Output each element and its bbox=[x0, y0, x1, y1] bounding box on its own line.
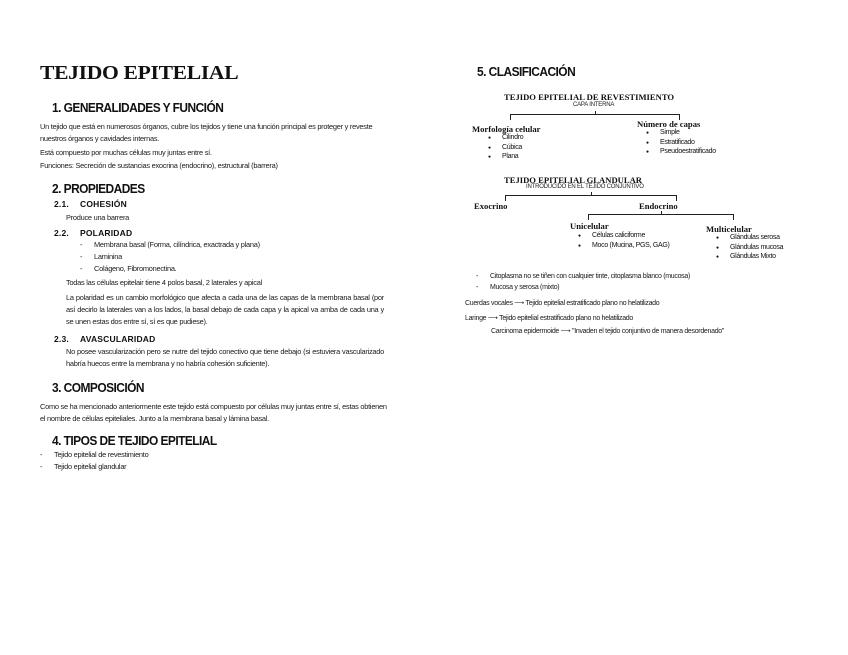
cohesion-text: Produce una barrera bbox=[66, 213, 130, 222]
subsection-2-1-number: 2.1. bbox=[54, 199, 69, 209]
list-item: - Colágeno, Fibromonectina. bbox=[78, 263, 378, 275]
section-3-heading: 3. COMPOSICIÓN bbox=[52, 380, 144, 395]
list-item: ● Células caliciforme bbox=[578, 231, 670, 241]
list-item: ● Cilindro bbox=[488, 133, 523, 143]
polarity-paragraph-1: Todas las células epitelair tiene 4 polos basal, 2 laterales y apical bbox=[66, 278, 262, 287]
glandular-epithelium-title: TEJIDO EPITELIAL GLANDULAR bbox=[504, 175, 643, 185]
avascularity-text: No posee vascularización pero se nutre del tejido conectivo que tiene debajo (si estuviera vascularizado habría huecos entre la membrana y no habría cohesión suficiente). bbox=[66, 347, 384, 368]
list-item: ● Glándulas serosa bbox=[716, 233, 783, 243]
vocal-cords-note: Cuerdas vocales ⟶ Tejido epitelial estratificado plano no helatilizado bbox=[465, 300, 660, 307]
lining-epithelium-title: TEJIDO EPITELIAL DE REVESTIMIENTO bbox=[504, 92, 675, 102]
section-1-paragraph-3: Funciones: Secreción de sustancias exocrina (endocrino), estructural (barrera) bbox=[40, 161, 278, 170]
carcinoma-note: Carcinoma epidermoide ⟶ "Invaden el tejido conjuntivo de manera desordenado" bbox=[491, 328, 725, 335]
layer-count-label: Número de capas bbox=[637, 119, 701, 129]
mucosa-notes-list bbox=[474, 271, 814, 293]
list-item: ● Estratificado bbox=[646, 138, 716, 148]
list-item: ● Moco (Mucina, PGS, GAG) bbox=[578, 241, 670, 251]
list-item: ● Plana bbox=[488, 152, 523, 162]
composition-text: Como se ha mencionado anteriormente este tejido está compuesto por células muy juntas entre sí, estas obtienen el nombre de células epiteliales. Junto a la membrana basal y lámina basal. bbox=[40, 402, 387, 423]
list-item: - Tejido epitelial glandular bbox=[38, 461, 338, 473]
cell-morphology-list bbox=[488, 133, 523, 162]
list-item: ● Glándulas mucosa bbox=[716, 243, 783, 253]
subsection-2-1-title: COHESIÓN bbox=[80, 199, 127, 209]
list-item: ● Simple bbox=[646, 128, 716, 138]
list-item: - Laminina bbox=[78, 251, 378, 263]
section-1-paragraph-1: Un tejido que está en numerosos órganos, cubre los tejidos y tiene una función principal es proteger y reveste nuestros órganos y cavidades internas. bbox=[40, 122, 373, 143]
exocrine-label: Exocrino bbox=[474, 201, 508, 211]
multicellular-list bbox=[716, 233, 783, 262]
section-2-heading: 2. PROPIEDADES bbox=[52, 181, 145, 196]
list-item: - Citoplasma no se tiñen con cualquier tinte, citoplasma blanco (mucosa) bbox=[474, 271, 814, 282]
cell-morphology-label: Morfología celular bbox=[472, 124, 541, 134]
polarity-list bbox=[78, 239, 378, 275]
subsection-2-3-title: AVASCULARIDAD bbox=[80, 334, 156, 344]
endocrine-brace bbox=[588, 214, 734, 220]
section-5-heading: 5. CLASIFICACIÓN bbox=[477, 64, 576, 79]
subsection-2-2-number: 2.2. bbox=[54, 228, 69, 238]
multicellular-label: Multicelular bbox=[706, 224, 752, 234]
subsection-2-2-title: POLARIDAD bbox=[80, 228, 133, 238]
tissue-types-list bbox=[38, 449, 338, 473]
unicellular-list bbox=[578, 231, 670, 250]
endocrine-label: Endocrino bbox=[639, 201, 678, 211]
list-item: ● Pseudoestratificado bbox=[646, 147, 716, 157]
page-title: TEJIDO EPITELIAL bbox=[40, 62, 239, 84]
subsection-2-3-number: 2.3. bbox=[54, 334, 69, 344]
list-item: ● Cúbica bbox=[488, 143, 523, 153]
glandular-epithelium-subtitle: INTRODUCIDO EN EL TEJIDO CONJUNTIVO bbox=[526, 184, 644, 190]
larynx-note: Laringe ⟶ Tejido epitelial estratificado plano no helatilizado bbox=[465, 315, 633, 322]
unicellular-label: Unicelular bbox=[570, 221, 609, 231]
section-4-heading: 4. TIPOS DE TEJIDO EPITELIAL bbox=[52, 433, 217, 448]
list-item: - Mucosa y serosa (mixto) bbox=[474, 282, 814, 293]
section-1-heading: 1. GENERALIDADES Y FUNCIÓN bbox=[52, 100, 224, 115]
lining-epithelium-subtitle: CAPA INTERNA bbox=[573, 102, 615, 108]
list-item: - Membrana basal (Forma, cilíndrica, exactrada y plana) bbox=[78, 239, 378, 251]
layer-count-list bbox=[646, 128, 716, 157]
section-1-paragraph-2: Está compuesto por muchas células muy juntas entre sí. bbox=[40, 148, 212, 157]
polarity-paragraph-2: La polaridad es un cambio morfológico que afecta a cada una de las capas de la membrana basal (por así decirlo la laterales van a los lados, la basal debajo de cada capa y la apical va amba de cada una y se unen estas dos entre sí, sí es que pudiese). bbox=[66, 293, 384, 326]
list-item: ● Glándulas Mixto bbox=[716, 252, 783, 262]
list-item: - Tejido epitelial de revestimiento bbox=[38, 449, 338, 461]
